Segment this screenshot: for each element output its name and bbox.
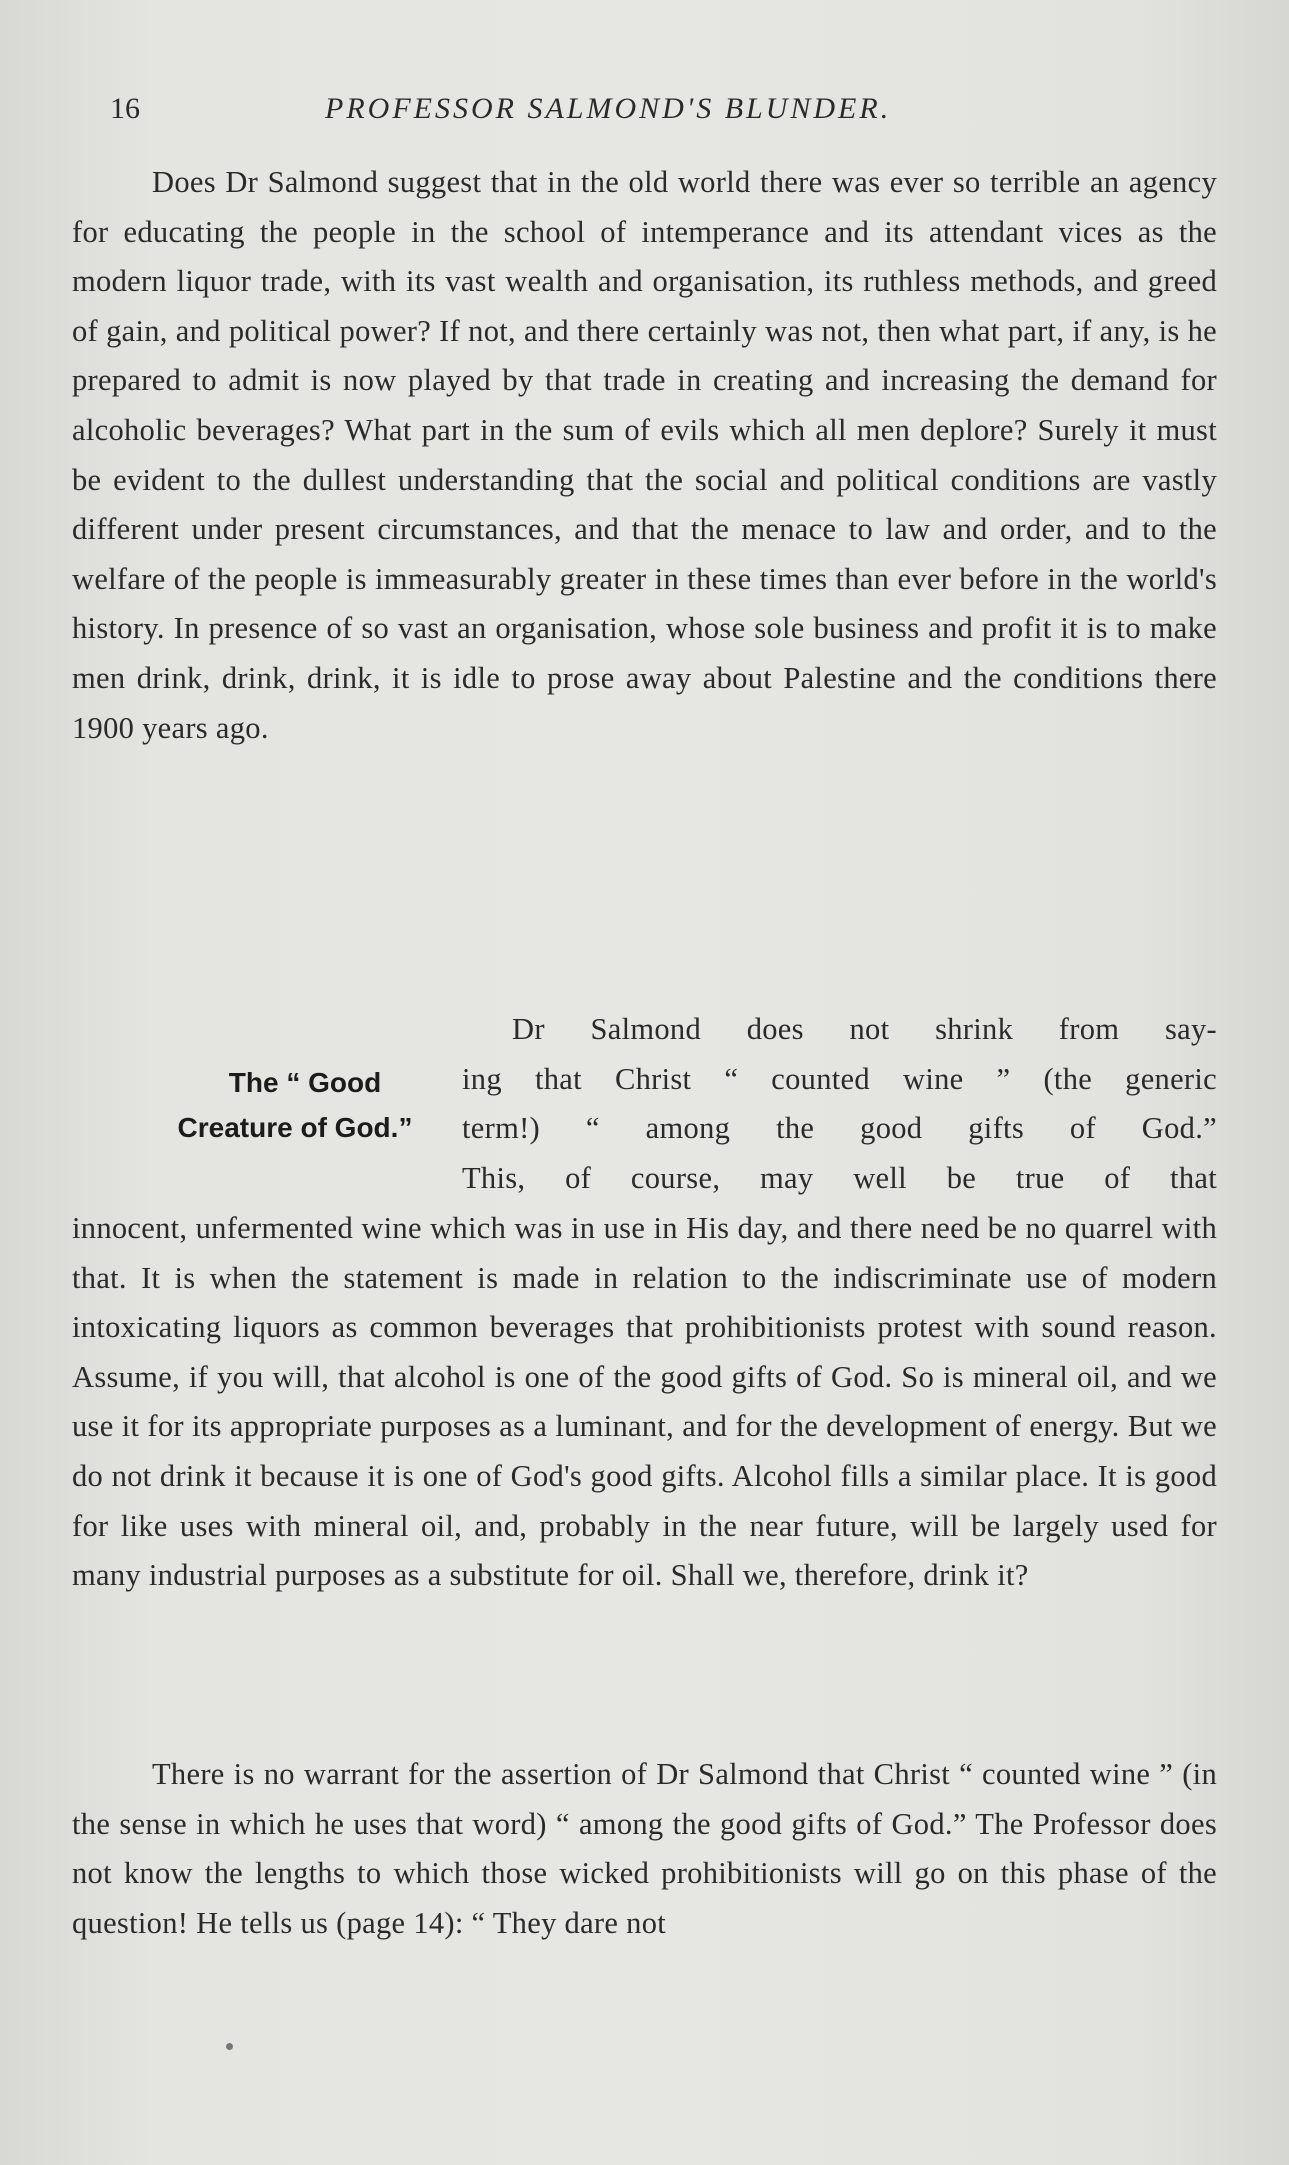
paragraph-2-line-2: ing that Christ “ counted wine ” (the generic [462,1061,1217,1096]
paragraph-2-continuation: innocent, unfermented wine which was in use in His day, and there need be no quarrel with that. It is when the statement is made in relation to the indiscriminate use of modern intoxicating liquors as common beverages that prohibitionists protest with sound reason. Assume, if you will, that alcohol is one of the good gifts of God. So is mineral oil, and we use it for its appropriate purposes as a luminant, and for the development of energy. But we do not drink it because it is one of God's good gifts. Alcohol fills a similar place. It is good for like uses with mineral oil, and, probably in the near future, will be largely used for many industrial purposes as a substitute for oil. Shall we, therefore, drink it? [72,1211,1217,1593]
sidenote-line-2: Creature of God.” [177,1112,413,1143]
running-head [110,92,990,142]
paper-speck [226,2043,233,2050]
paragraph-2-line-1: Dr Salmond does not shrink from say- [512,1012,1217,1046]
sidenote-line-1: The “ Good [228,1067,382,1098]
sidenote-heading [110,1060,480,1150]
running-title: PROFESSOR SALMOND'S BLUNDER. [325,92,892,125]
paragraph-2-opening [462,1005,1217,1203]
paragraph-1: Does Dr Salmond suggest that in the old world there was ever so terrible an agency for educating the people in the school of intemperance and its attendant vices as the modern liquor trade, with its vast wealth and organisation, its ruthless methods, and greed of gain, and political power? If not, and there certainly was not, then what part, if any, is he prepared to admit is now played by that trade in creating and increasing the demand for alcoholic beverages? What part in the sum of evils which all men deplore? Surely it must be evident to the dullest understanding that the social and political conditions are vastly different under present circumstances, and that the menace to law and order, and to the welfare of the people is immeasurably greater in these times than ever before in the world's history. In presence of so vast an organisation, whose sole business and profit it is to make men drink, drink, drink, it is idle to prose away about Palestine and the conditions there 1900 years ago. [72,165,1217,745]
page-number: 16 [110,92,140,125]
paragraph-3: There is no warrant for the assertion of Dr Salmond that Christ “ counted wine ” (in the sense in which he uses that word) “ among the good gifts of God.” The Professor does not know the lengths to which those wicked prohibitionists will go on this phase of the question! He tells us (page 14): “ They dare not [72,1757,1217,1940]
paragraph-2-line-4: This, of course, may well be true of that [462,1160,1217,1195]
paragraph-2-line-3: term!) “ among the good gifts of God.” [462,1111,1217,1146]
